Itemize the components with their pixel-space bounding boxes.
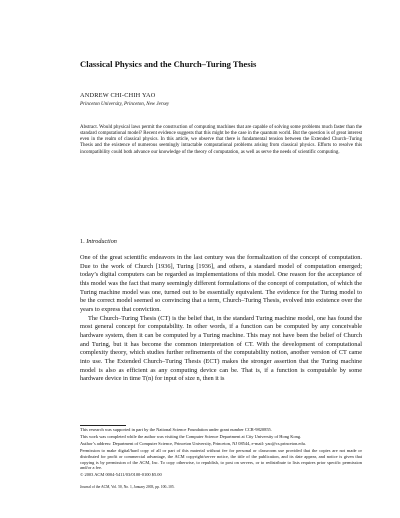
author-affiliation: Princeton University, Princeton, New Jersey (80, 102, 170, 107)
body-paragraph-1: One of the great scientific endeavors in the last century was the formalization of the concept of computation. Due to the work of Church [1936], Turing [1936], and others, a standard model of computation emerged; today’s digital computers can be regarded as implementations of this model. One reason for the acceptance of this model was the fact that many seemingly different formulations of the concept of computation, of which the Turing machine model was one, turned out to be essentially equivalent. The evidence for the Turing model to be the correct model seemed so convincing that a term, Church–Turing Thesis, evolved into existence over the years to express that conviction. (80, 254, 362, 313)
abstract: Abstract. Would physical laws permit the construction of computing machines that are capable of solving some problems much faster than the standard computational model? Recent evidence suggests that this might be the case in the quantum world. But the question is of great interest even in the realm of classical physics. In this article, we observe that there is fundamental tension between the Extended Church–Turing Thesis and the existence of numerous seemingly intractable computational problems arising from classical physics. Efforts to resolve this incompatibility could both advance our knowledge of the theory of computation, as well as serve the needs of scientific computing. (80, 125, 362, 155)
footnote-divider (80, 425, 126, 426)
section-heading (80, 238, 117, 246)
journal-citation: Journal of the ACM, Vol. 50, No. 1, January 2003, pp. 100–105. (80, 485, 175, 489)
footnote-funding: This research was supported in part by the National Science Foundation under grant number CCR-9820855. (80, 427, 272, 432)
author-name: ANDREW CHI-CHIH YAO (80, 92, 156, 99)
footnote-visit: This work was completed while the author was visiting the Computer Science Department at City University of Hong Kong. (80, 434, 302, 440)
section-number: 1. (80, 238, 85, 245)
body-paragraph-2: The Church–Turing Thesis (CT) is the belief that, in the standard Turing machine model, one has found the most general concept for computability. In other words, if a function can be computed by any conceivable hardware system, then it can be computed by a Turing machine. This may not have been the belief of Church and Turing, but it has become the common interpretation of CT. With the development of computational complexity theory, which studies further refinements of the computability notion, another version of CT came into use. The Extended Church–Turing Thesis (ECT) makes the stronger assertion that the Turing machine model is also as efficient as any computing device can be. That is, if a function is computable by some hardware device in time T(n) for input of size n, then it is (80, 314, 362, 383)
footnote-permission: Permission to make digital/hard copy of all or part of this material without fee for personal or classroom use provided that the copies are not made or distributed for profit or commercial advantage, the ACM copyright/server notice, the title of the publication, and its date appear, and notice is given that copying is by permission of the ACM, Inc. To copy otherwise, to republish, to post on servers, or to redistribute to lists requires prior specific permission and/or a fee. (80, 448, 362, 471)
footnotes (80, 427, 362, 479)
body-text (80, 254, 362, 384)
footnote-address: Author’s address: Department of Computer Science, Princeton University, Princeton, NJ 08544, e-mail: yao@cs.princeton.edu. (80, 441, 306, 447)
section-title: Introduction (86, 238, 117, 245)
paper-title: Classical Physics and the Church–Turing Thesis (80, 59, 257, 69)
footnote-copyright: © 2003 ACM 0004-5411/03/0100-0100 $5.00 (80, 472, 162, 478)
